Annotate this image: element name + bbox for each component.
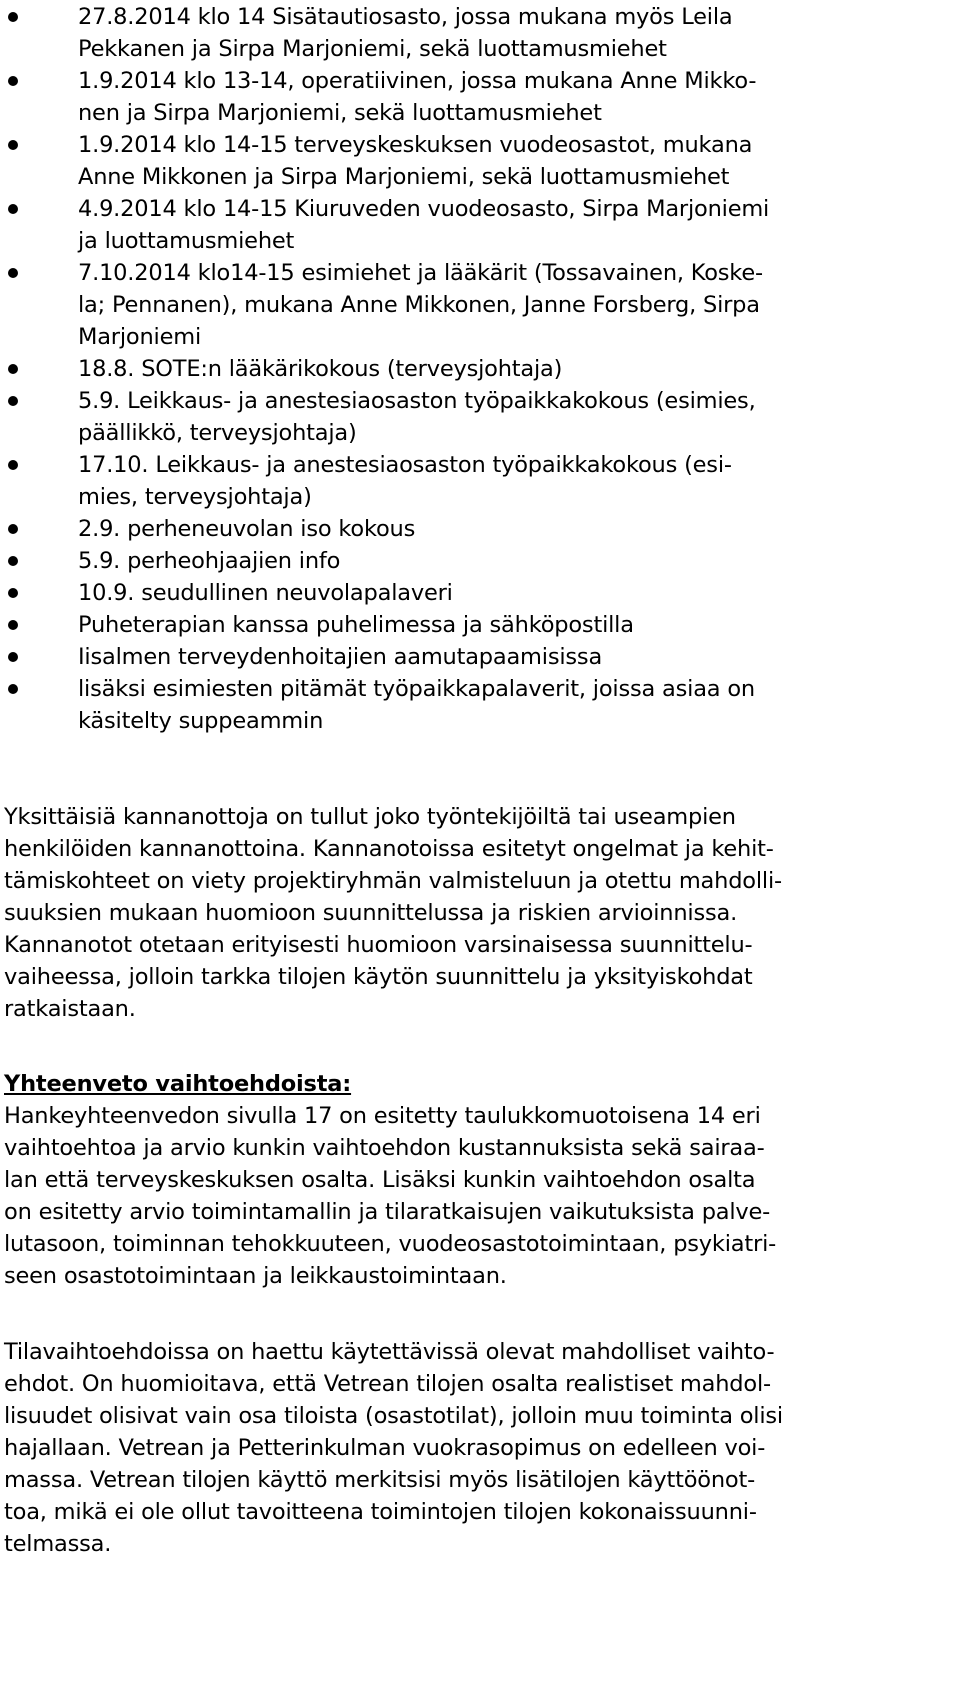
bullet-icon [8,620,18,630]
bullet-icon [8,652,18,662]
list-item-line: päällikkö, terveysjohtaja) [78,420,357,446]
list-item-line: 10.9. seudullinen neuvolapalaveri [78,580,453,606]
paragraph-line: vaiheessa, jolloin tarkka tilojen käytön suunnittelu ja yksityiskohdat [4,964,753,990]
paragraph-line: lan että terveyskeskuksen osalta. Lisäksi kunkin vaihtoehdon osalta [4,1167,756,1193]
paragraph-line: Tilavaihtoehdoissa on haettu käytettävissä olevat mahdolliset vaihto- [4,1339,775,1365]
paragraph-line: Kannanotot otetaan erityisesti huomioon varsinaisessa suunnittelu- [4,932,753,958]
bullet-icon [8,684,18,694]
paragraph-line: tämiskohteet on viety projektiryhmän valmisteluun ja otettu mahdolli- [4,868,782,894]
list-item-line: 1.9.2014 klo 14-15 terveyskeskuksen vuodeosastot, mukana [78,132,753,158]
list-item-line: 18.8. SOTE:n lääkärikokous (terveysjohtaja) [78,356,563,382]
list-item-line: lisäksi esimiesten pitämät työpaikkapalaverit, joissa asiaa on [78,676,755,702]
list-item-line: nen ja Sirpa Marjoniemi, sekä luottamusmiehet [78,100,602,126]
list-item-line: 1.9.2014 klo 13-14, operatiivinen, jossa mukana Anne Mikko- [78,68,757,94]
bullet-icon [8,588,18,598]
list-item-line: Puheterapian kanssa puhelimessa ja sähköpostilla [78,612,634,638]
list-item-line: 5.9. perheohjaajien info [78,548,341,574]
paragraph-line: Hankeyhteenvedon sivulla 17 on esitetty taulukkomuotoisena 14 eri [4,1103,761,1129]
bullet-icon [8,460,18,470]
paragraph-line: lutasoon, toiminnan tehokkuuteen, vuodeosastotoimintaan, psykiatri- [4,1231,777,1257]
list-item-line: Marjoniemi [78,324,201,350]
bullet-icon [8,268,18,278]
list-item-line: käsitelty suppeammin [78,708,324,734]
list-item-line: 2.9. perheneuvolan iso kokous [78,516,416,542]
paragraph-line: Yksittäisiä kannanottoja on tullut joko työntekijöiltä tai useampien [4,804,736,830]
paragraph-line: massa. Vetrean tilojen käyttö merkitsisi myös lisätilojen käyttöönot- [4,1467,756,1493]
list-item-line: Iisalmen terveydenhoitajien aamutapaamisissa [78,644,603,670]
paragraph-line: toa, mikä ei ole ollut tavoitteena toimintojen tilojen kokonaissuunni- [4,1499,757,1525]
section-heading: Yhteenveto vaihtoehdoista: [4,1071,352,1097]
paragraph-line: suuksien mukaan huomioon suunnittelussa ja riskien arvioinnissa. [4,900,738,926]
list-item-line: 5.9. Leikkaus- ja anestesiaosaston työpaikkakokous (esimies, [78,388,756,414]
list-item-line: Anne Mikkonen ja Sirpa Marjoniemi, sekä luottamusmiehet [78,164,730,190]
paragraph-line: telmassa. [4,1531,112,1557]
bullet-icon [8,364,18,374]
paragraph-line: vaihtoehtoa ja arvio kunkin vaihtoehdon kustannuksista sekä sairaa- [4,1135,765,1161]
paragraph-line: henkilöiden kannanottoina. Kannanotoissa esitetyt ongelmat ja kehit- [4,836,774,862]
paragraph-line: lisuudet olisivat vain osa tiloista (osastotilat), jolloin muu toiminta olisi [4,1403,783,1429]
paragraph-line: seen osastotoimintaan ja leikkaustoimintaan. [4,1263,507,1289]
bullet-icon [8,204,18,214]
bullet-icon [8,76,18,86]
list-item-line: ja luottamusmiehet [78,228,295,254]
bullet-icon [8,524,18,534]
list-item-line: 4.9.2014 klo 14-15 Kiuruveden vuodeosasto, Sirpa Marjoniemi [78,196,770,222]
list-item-line: 17.10. Leikkaus- ja anestesiaosaston työpaikkakokous (esi- [78,452,732,478]
bullet-icon [8,140,18,150]
list-item-line: mies, terveysjohtaja) [78,484,312,510]
paragraph-line: ehdot. On huomioitava, että Vetrean tilojen osalta realistiset mahdol- [4,1371,771,1397]
bullet-icon [8,556,18,566]
list-item-line: 7.10.2014 klo14-15 esimiehet ja lääkärit (Tossavainen, Koske- [78,260,763,286]
paragraph-line: ratkaistaan. [4,996,136,1022]
list-item-line: la; Pennanen), mukana Anne Mikkonen, Janne Forsberg, Sirpa [78,292,760,318]
bullet-icon [8,396,18,406]
bullet-icon [8,12,18,22]
paragraph-line: on esitetty arvio toimintamallin ja tilaratkaisujen vaikutuksista palve- [4,1199,771,1225]
list-item-line: 27.8.2014 klo 14 Sisätautiosasto, jossa mukana myös Leila [78,4,733,30]
list-item-line: Pekkanen ja Sirpa Marjoniemi, sekä luottamusmiehet [78,36,667,62]
paragraph-line: hajallaan. Vetrean ja Petterinkulman vuokrasopimus on edelleen voi- [4,1435,766,1461]
